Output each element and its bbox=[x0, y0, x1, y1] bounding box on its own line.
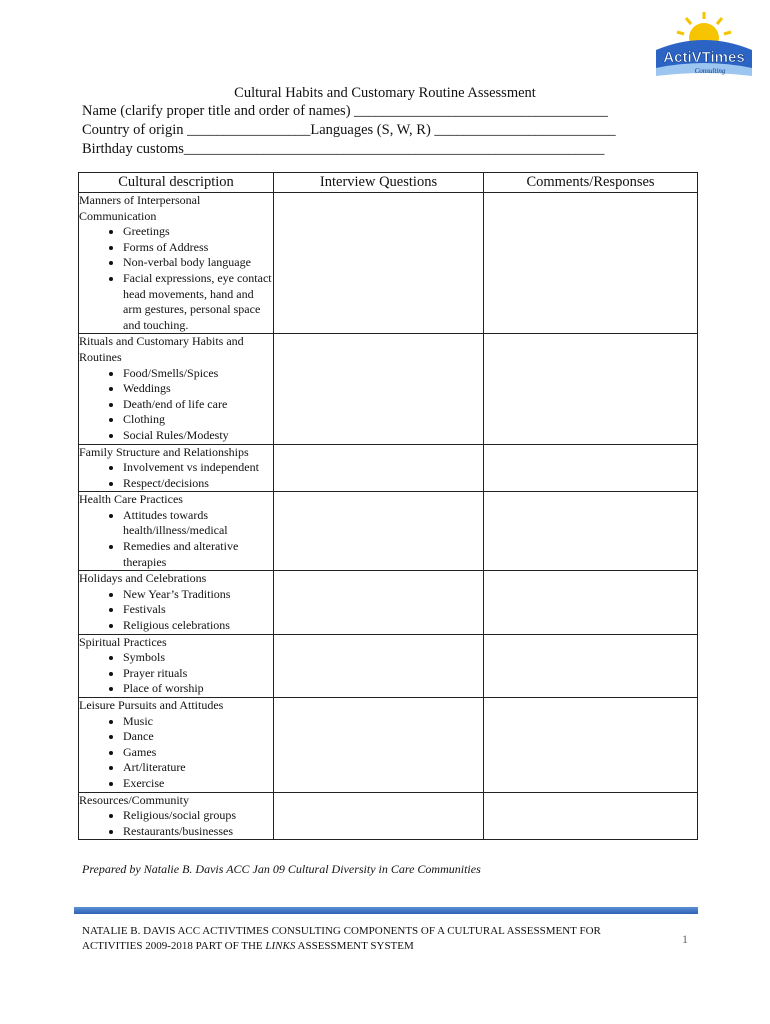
assessment-table bbox=[78, 172, 698, 840]
list-item: • Place of worship bbox=[123, 681, 273, 697]
interview-questions-cell[interactable] bbox=[274, 634, 484, 697]
logo-text: ActiVTimes bbox=[663, 49, 745, 66]
category-items bbox=[79, 714, 273, 792]
list-item: • Dance bbox=[123, 729, 273, 745]
list-item: • Religious/social groups bbox=[123, 808, 273, 824]
list-item: • Clothing bbox=[123, 412, 273, 428]
list-item: • Prayer rituals bbox=[123, 666, 273, 682]
comments-responses-cell[interactable] bbox=[484, 334, 698, 444]
cultural-description-cell bbox=[79, 193, 274, 334]
interview-questions-cell[interactable] bbox=[274, 334, 484, 444]
list-item: • Greetings bbox=[123, 224, 273, 240]
cultural-description-cell bbox=[79, 492, 274, 571]
interview-questions-cell[interactable] bbox=[274, 444, 484, 492]
footer-text-1: NATALIE B. DAVIS ACC ACTIVTIMES CONSULTING COMPONENTS OF A CULTURAL ASSESSMENT FOR ACTIVITIES 2009-2018 PART OF THE bbox=[82, 925, 601, 952]
page-footer bbox=[82, 924, 642, 954]
category-heading: Leisure Pursuits and Attitudes bbox=[79, 698, 224, 712]
table-row bbox=[79, 571, 698, 634]
cultural-description-cell bbox=[79, 334, 274, 444]
list-item: • Non-verbal body language bbox=[123, 255, 273, 271]
comments-responses-cell[interactable] bbox=[484, 492, 698, 571]
cultural-description-cell bbox=[79, 792, 274, 840]
list-item: • Weddings bbox=[123, 381, 273, 397]
comments-responses-cell[interactable] bbox=[484, 444, 698, 492]
category-heading: Family Structure and Relationships bbox=[79, 444, 249, 459]
list-item: • Games bbox=[123, 745, 273, 761]
category-heading: Manners of Interpersonal Communication bbox=[79, 193, 201, 223]
list-item: • Involvement vs independent bbox=[123, 460, 273, 476]
list-item: • Food/Smells/Spices bbox=[123, 366, 273, 382]
interview-questions-cell[interactable] bbox=[274, 571, 484, 634]
comments-responses-cell[interactable] bbox=[484, 571, 698, 634]
comments-responses-cell[interactable] bbox=[484, 698, 698, 793]
country-languages-field[interactable]: Country of origin _________________Languages (S, W, R) _________________________ bbox=[82, 122, 616, 138]
table-row bbox=[79, 444, 698, 492]
prepared-by-credit: Prepared by Natalie B. Davis ACC Jan 09 Cultural Diversity in Care Communities bbox=[82, 862, 481, 876]
comments-responses-cell[interactable] bbox=[484, 792, 698, 840]
table-row bbox=[79, 634, 698, 697]
list-item: • Remedies and alterative therapies bbox=[123, 539, 273, 570]
table-header-row bbox=[79, 173, 698, 193]
list-item: • Art/literature bbox=[123, 760, 273, 776]
table-row bbox=[79, 193, 698, 334]
list-item: • New Year’s Traditions bbox=[123, 587, 273, 603]
footer-text-2: ASSESSMENT SYSTEM bbox=[297, 940, 414, 952]
category-heading: Holidays and Celebrations bbox=[79, 571, 207, 586]
cultural-description-cell bbox=[79, 444, 274, 492]
category-items bbox=[79, 366, 273, 444]
table-row bbox=[79, 492, 698, 571]
footer-divider-bar bbox=[74, 907, 698, 914]
cultural-description-cell bbox=[79, 634, 274, 697]
activtimes-logo bbox=[652, 10, 756, 80]
list-item: • Death/end of life care bbox=[123, 397, 273, 413]
table-row bbox=[79, 334, 698, 444]
table-row bbox=[79, 792, 698, 840]
header-comments-responses: Comments/Responses bbox=[484, 173, 698, 193]
list-item: • Festivals bbox=[123, 602, 273, 618]
birthday-customs-field[interactable]: Birthday customs__________________________________________________________ bbox=[82, 141, 605, 157]
logo-tagline: Consulting bbox=[694, 67, 726, 75]
comments-responses-cell[interactable] bbox=[484, 193, 698, 334]
cultural-description-cell bbox=[79, 698, 274, 793]
document-title: Cultural Habits and Customary Routine Assessment bbox=[234, 85, 536, 101]
category-items bbox=[79, 587, 273, 634]
category-items bbox=[79, 808, 273, 839]
header-cultural-description: Cultural description bbox=[79, 173, 274, 193]
list-item: • Restaurants/businesses bbox=[123, 824, 273, 840]
category-items bbox=[79, 508, 273, 570]
category-items bbox=[79, 460, 273, 491]
list-item: • Forms of Address bbox=[123, 240, 273, 256]
category-heading: Health Care Practices bbox=[79, 492, 183, 507]
interview-questions-cell[interactable] bbox=[274, 698, 484, 793]
category-heading: Rituals and Customary Habits and Routines bbox=[79, 334, 244, 364]
name-field[interactable]: Name (clarify proper title and order of names) ___________________________________ bbox=[82, 103, 608, 119]
list-item: • Facial expressions, eye contact head movements, hand and arm gestures, personal space and touching. bbox=[123, 271, 273, 333]
list-item: • Religious celebrations bbox=[123, 618, 273, 634]
category-heading: Resources/Community bbox=[79, 792, 189, 807]
footer-links-emphasis: LINKS bbox=[265, 940, 296, 952]
category-items bbox=[79, 224, 273, 333]
interview-questions-cell[interactable] bbox=[274, 193, 484, 334]
list-item: • Music bbox=[123, 714, 273, 730]
interview-questions-cell[interactable] bbox=[274, 492, 484, 571]
category-heading: Spiritual Practices bbox=[79, 634, 167, 649]
list-item: • Exercise bbox=[123, 776, 273, 792]
category-items bbox=[79, 650, 273, 697]
page-number: 1 bbox=[682, 932, 688, 946]
list-item: • Social Rules/Modesty bbox=[123, 428, 273, 444]
comments-responses-cell[interactable] bbox=[484, 634, 698, 697]
list-item: • Attitudes towards health/illness/medical bbox=[123, 508, 273, 539]
interview-questions-cell[interactable] bbox=[274, 792, 484, 840]
header-interview-questions: Interview Questions bbox=[274, 173, 484, 193]
list-item: • Symbols bbox=[123, 650, 273, 666]
cultural-description-cell bbox=[79, 571, 274, 634]
list-item: • Respect/decisions bbox=[123, 476, 273, 492]
table-row bbox=[79, 698, 698, 793]
